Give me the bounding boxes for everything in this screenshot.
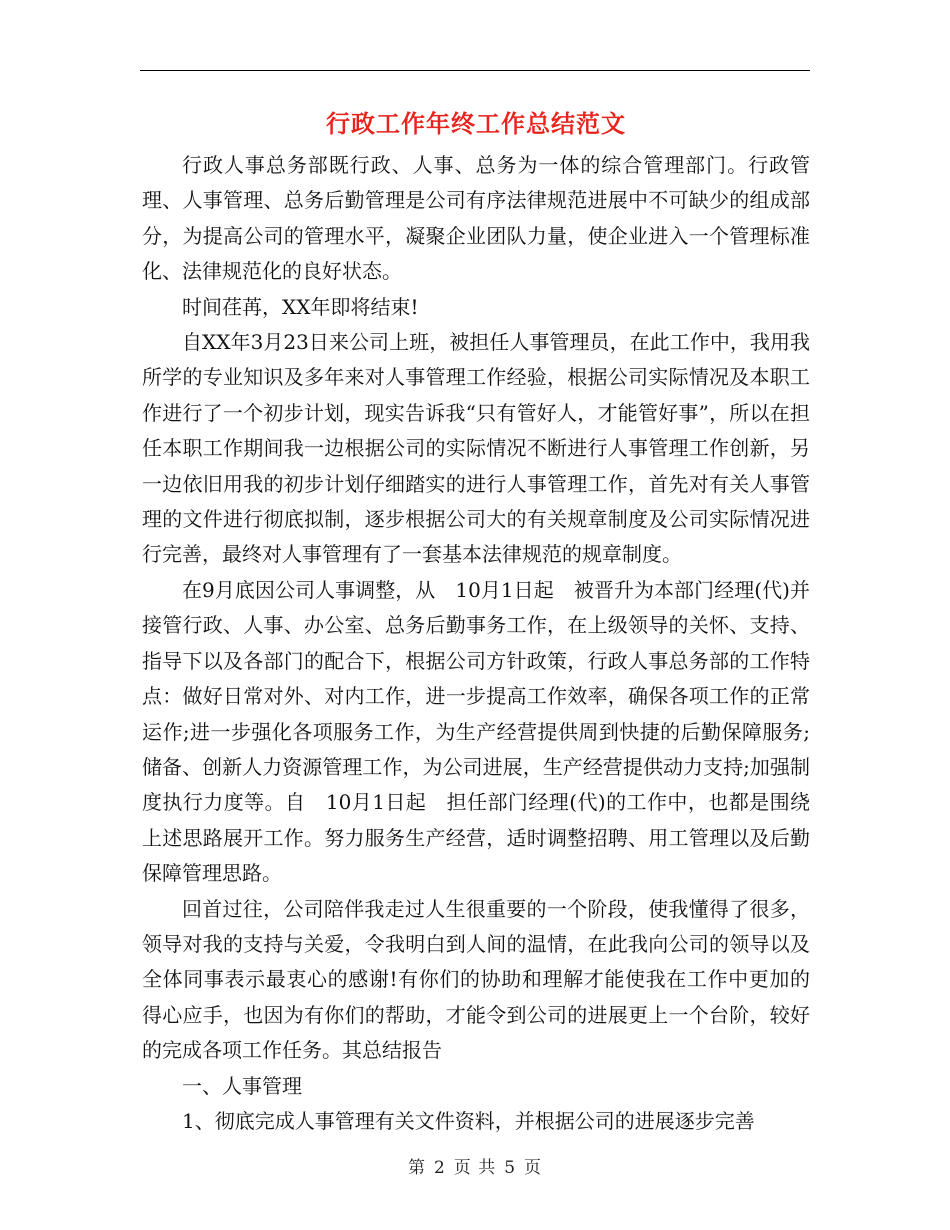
footer-current-page: 2: [433, 1158, 446, 1178]
footer-total-pages: 5: [504, 1158, 517, 1178]
footer-suffix: 页: [524, 1158, 543, 1178]
paragraph-time: 时间荏苒，XX年即将结束!: [182, 294, 419, 319]
page-footer: [0, 1153, 950, 1178]
footer-prefix: 第: [407, 1158, 426, 1178]
footer-mid: 页 共: [453, 1158, 497, 1178]
paragraph-promotion: 在9月底因公司人事调整，从 10月1日起 被晋升为本部门经理(代)并接管行政、人事、办公室、总务后勤事务工作，在上级领导的关怀、支持、指导下以及各部门的配合下，根据公司方针政策，行政人事总务部的工作特点：做好日常对外、对内工作，进一步提高工作效率，确保各项工作的正常运作;进一步强化各项服务工作，为生产经营提供周到快捷的后勤保障服务;储备、创新人力资源管理工作，为公司进展，生产经营提供动力支持;加强制度执行力度等。自 10月1日起 担任部门经理(代)的工作中，也都是围绕上述思路展开工作。努力服务生产经营，适时调整招聘、用工管理以及后勤保障管理思路。: [142, 577, 810, 886]
header-rule: [140, 70, 810, 71]
document-title: 行政工作年终工作总结范文: [326, 109, 626, 138]
paragraph-intro: 行政人事总务部既行政、人事、总务为一体的综合管理部门。行政管理、人事管理、总务后勤管理是公司有序法律规范进展中不可缺少的组成部分，为提高公司的管理水平，凝聚企业团队力量，使企业进入一个管理标准化、法律规范化的良好状态。: [142, 153, 810, 284]
paragraph-gratitude: 回首过往，公司陪伴我走过人生很重要的一个阶段，使我懂得了很多，领导对我的支持与关爱，令我明白到人间的温情，在此我向公司的领导以及全体同事表示最衷心的感谢!有你们的协助和理解才能使我在工作中更加的得心应手，也因为有你们的帮助，才能令到公司的进展更上一个台阶，较好的完成各项工作任务。其总结报告: [142, 896, 810, 1063]
paragraph-start-work: 自XX年3月23日来公司上班，被担任人事管理员，在此工作中，我用我所学的专业知识及多年来对人事管理工作经验，根据公司实际情况及本职工作进行了一个初步计划，现实告诉我“只有管好人，才能管好事”，所以在担任本职工作期间我一边根据公司的实际情况不断进行人事管理工作创新，另一边依旧用我的初步计划仔细踏实的进行人事管理工作，首先对有关人事管理的文件进行彻底拟制，逐步根据公司大的有关规章制度及公司实际情况进行完善，最终对人事管理有了一套基本法律规范的规章制度。: [142, 330, 810, 567]
paragraph-item-1: 1、彻底完成人事管理有关文件资料，并根据公司的进展逐步完善: [182, 1108, 755, 1133]
document-page: [142, 104, 810, 1139]
section-heading-hr: 一、人事管理: [182, 1073, 302, 1098]
